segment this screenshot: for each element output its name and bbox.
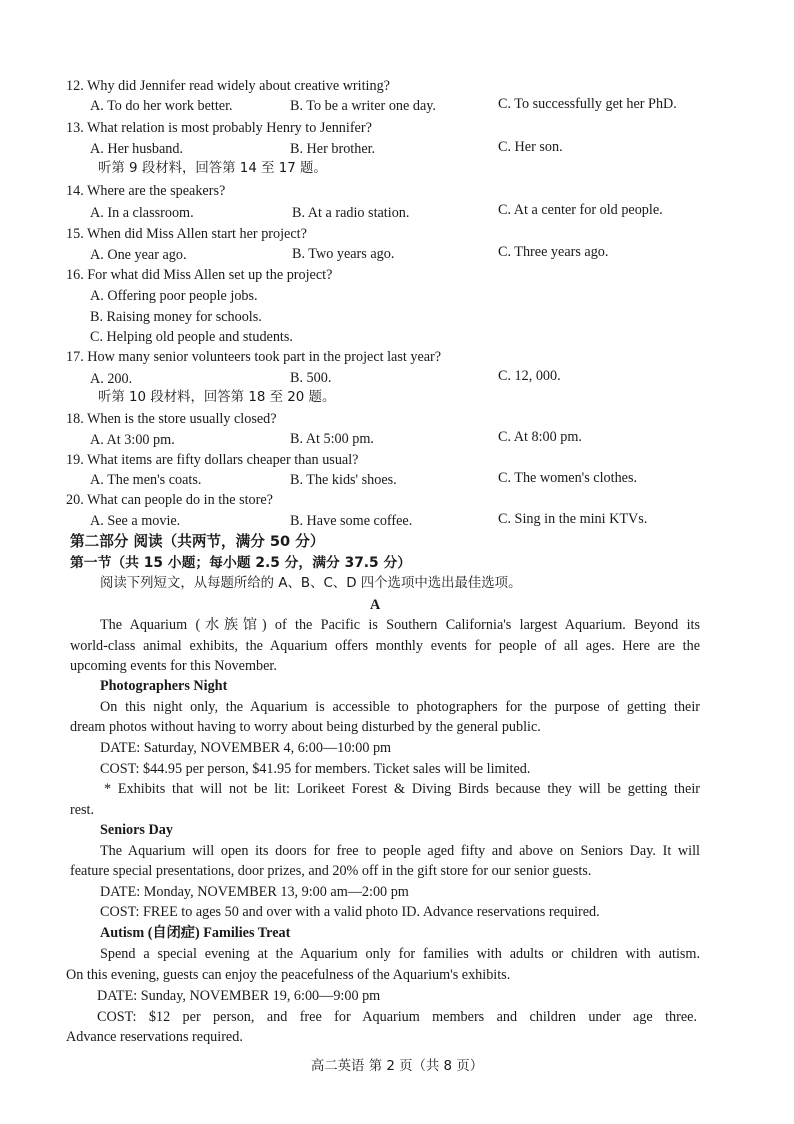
event-1-note-line-1: * Exhibits that will not be lit: Lorikeet Forest & Diving Birds because they will be getting their [104,781,700,797]
question-19-stem: 19. What items are fifty dollars cheaper than usual? [66,452,359,468]
question-14-option-a: A. In a classroom. [90,205,194,221]
event-1-desc-line-1: On this night only, the Aquarium is accessible to photographers for the purpose of getting their [100,699,700,715]
question-15-option-c: C. Three years ago. [498,244,609,260]
question-13-stem: 13. What relation is most probably Henry to Jennifer? [66,120,372,136]
question-18-option-a: A. At 3:00 pm. [90,432,175,448]
question-17-option-b: B. 500. [290,370,332,386]
question-20-option-b: B. Have some coffee. [290,513,413,529]
event-3-desc-line-1: Spend a special evening at the Aquarium only for families with adults or children with autism. [100,946,700,962]
question-17-stem: 17. How many senior volunteers took part in the project last year? [66,349,442,365]
question-13-option-b: B. Her brother. [290,141,376,157]
question-12-option-c: C. To successfully get her PhD. [498,96,677,112]
question-18-option-b: B. At 5:00 pm. [290,431,374,447]
question-12-stem: 12. Why did Jennifer read widely about creative writing? [66,78,390,94]
question-15-option-a: A. One year ago. [90,247,187,263]
question-20-option-a: A. See a movie. [90,513,181,529]
event-3-cost-line-1: COST: $12 per person, and free for Aquarium members and children under age three. [97,1009,697,1025]
question-12-option-b: B. To be a writer one day. [290,98,436,114]
question-19-option-a: A. The men's coats. [90,472,202,488]
section-1-title: 第一节（共 15 小题；每小题 2.5 分，满分 37.5 分） [70,555,412,571]
event-1-desc-line-2: dream photos without having to worry about being disturbed by the general public. [70,719,541,735]
listening-instruction-9: 听第 9 段材料，回答第 14 至 17 题。 [98,161,327,176]
event-1-title: Photographers Night [100,678,228,694]
event-2-date: DATE: Monday, NOVEMBER 13, 9:00 am—2:00 pm [100,884,409,900]
part-2-title: 第二部分 阅读（共两节，满分 50 分） [70,533,325,550]
question-19-option-c: C. The women's clothes. [498,470,638,486]
passage-letter: A [370,597,381,613]
question-12-option-a: A. To do her work better. [90,98,233,114]
page-footer: 高二英语 第 2 页（共 8 页） [310,1059,484,1074]
question-14-option-c: C. At a center for old people. [498,202,663,218]
question-17-option-a: A. 200. [90,371,133,387]
question-14-option-b: B. At a radio station. [292,205,410,221]
question-16-option-a: A. Offering poor people jobs. [90,288,258,304]
question-16-stem: 16. For what did Miss Allen set up the project? [66,267,333,283]
event-3-desc-line-2: On this evening, guests can enjoy the peacefulness of the Aquarium's exhibits. [66,967,511,983]
question-18-stem: 18. When is the store usually closed? [66,411,277,427]
event-1-cost: COST: $44.95 per person, $41.95 for members. Ticket sales will be limited. [100,761,531,777]
question-13-option-a: A. Her husband. [90,141,183,157]
question-20-option-c: C. Sing in the mini KTVs. [498,511,648,527]
question-17-option-c: C. 12, 000. [498,368,561,384]
question-14-stem: 14. Where are the speakers? [66,183,226,199]
event-3-title: Autism (自闭症) Families Treat [100,925,291,941]
question-18-option-c: C. At 8:00 pm. [498,429,582,445]
event-2-desc-line-1: The Aquarium will open its doors for free to people aged fifty and above on Seniors Day. It will [100,843,700,859]
question-20-stem: 20. What can people do in the store? [66,492,273,508]
listening-instruction-10: 听第 10 段材料，回答第 18 至 20 题。 [98,390,336,405]
question-16-option-c: C. Helping old people and students. [90,329,293,345]
intro-line-2: world-class animal exhibits, the Aquarium offers monthly events for people of all ages. Here are the [70,638,700,654]
question-16-option-b: B. Raising money for schools. [90,309,262,325]
intro-line-1: The Aquarium (水族馆) of the Pacific is Southern California's largest Aquarium. Beyond its [100,617,700,633]
section-1-instruction: 阅读下列短文，从每题所给的 A、B、C、D 四个选项中选出最佳选项。 [100,576,522,591]
question-15-option-b: B. Two years ago. [292,246,395,262]
intro-line-3: upcoming events for this November. [70,658,277,674]
event-2-cost: COST: FREE to ages 50 and over with a valid photo ID. Advance reservations required. [100,904,600,920]
event-2-desc-line-2: feature special presentations, door prizes, and 20% off in the gift store for our senior guests. [70,863,592,879]
event-3-date: DATE: Sunday, NOVEMBER 19, 6:00—9:00 pm [97,988,381,1004]
question-13-option-c: C. Her son. [498,139,563,155]
question-19-option-b: B. The kids' shoes. [290,472,397,488]
event-1-date: DATE: Saturday, NOVEMBER 4, 6:00—10:00 pm [100,740,392,756]
question-15-stem: 15. When did Miss Allen start her project? [66,226,307,242]
event-2-title: Seniors Day [100,822,173,838]
event-3-cost-line-2: Advance reservations required. [66,1029,243,1045]
event-1-note-line-2: rest. [70,802,95,818]
